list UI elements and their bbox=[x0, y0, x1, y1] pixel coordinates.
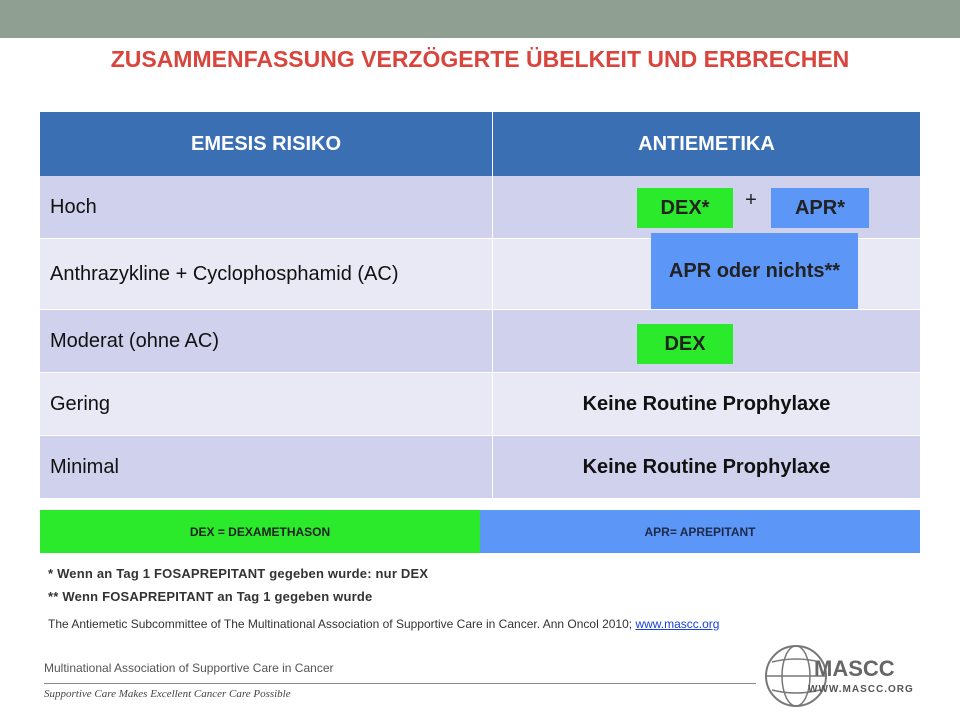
risk-cell: Hoch bbox=[40, 176, 493, 239]
risk-cell: Minimal bbox=[40, 436, 493, 499]
footnote-one: * Wenn an Tag 1 FOSAPREPITANT gegeben wurde: nur DEX bbox=[48, 566, 429, 581]
antiemetic-cell bbox=[493, 239, 921, 310]
reference bbox=[48, 617, 719, 631]
table-row bbox=[40, 239, 920, 310]
dex-pill: DEX bbox=[637, 324, 733, 364]
org-tagline: Supportive Care Makes Excellent Cancer Care Possible bbox=[44, 688, 291, 700]
antiemetic-table bbox=[40, 112, 920, 499]
antiemetic-cell: Keine Routine Prophylaxe bbox=[493, 436, 921, 499]
reference-text: The Antiemetic Subcommittee of The Multinational Association of Supportive Care in Cancer. Ann Oncol 2010; bbox=[48, 617, 636, 631]
table-row bbox=[40, 310, 920, 373]
plus-sign: + bbox=[745, 189, 757, 211]
logo-url: WWW.MASCC.ORG bbox=[808, 684, 914, 695]
table-row bbox=[40, 373, 920, 436]
legend-apr: APR= APREPITANT bbox=[480, 510, 920, 553]
dex-pill: DEX* bbox=[637, 188, 733, 228]
mascc-logo bbox=[762, 636, 922, 716]
legend-dex: DEX = DEXAMETHASON bbox=[40, 510, 480, 553]
risk-cell: Moderat (ohne AC) bbox=[40, 310, 493, 373]
table-row bbox=[40, 436, 920, 499]
apr-pill: APR* bbox=[771, 188, 869, 228]
slide-title: ZUSAMMENFASSUNG VERZÖGERTE ÜBELKEIT UND ERBRECHEN bbox=[110, 46, 850, 72]
apr-oder-nichts-pill: APR oder nichts** bbox=[651, 233, 858, 309]
header-emesis-risk: EMESIS RISIKO bbox=[40, 112, 493, 176]
antiemetic-cell bbox=[493, 310, 921, 373]
legend-bar bbox=[40, 510, 920, 553]
antiemetic-cell: Keine Routine Prophylaxe bbox=[493, 373, 921, 436]
footnote-two: ** Wenn FOSAPREPITANT an Tag 1 gegeben wurde bbox=[48, 589, 373, 604]
risk-cell: Gering bbox=[40, 373, 493, 436]
risk-cell: Anthrazykline + Cyclophosphamid (AC) bbox=[40, 239, 493, 310]
header-antiemetika: ANTIEMETIKA bbox=[493, 112, 921, 176]
mascc-link[interactable]: www.mascc.org bbox=[635, 617, 720, 631]
top-bar bbox=[0, 0, 960, 38]
org-name: Multinational Association of Supportive Care in Cancer bbox=[44, 661, 334, 675]
table-row bbox=[40, 176, 920, 239]
divider bbox=[44, 683, 756, 684]
logo-text: MASCC bbox=[814, 656, 895, 681]
antiemetic-cell bbox=[493, 176, 921, 239]
